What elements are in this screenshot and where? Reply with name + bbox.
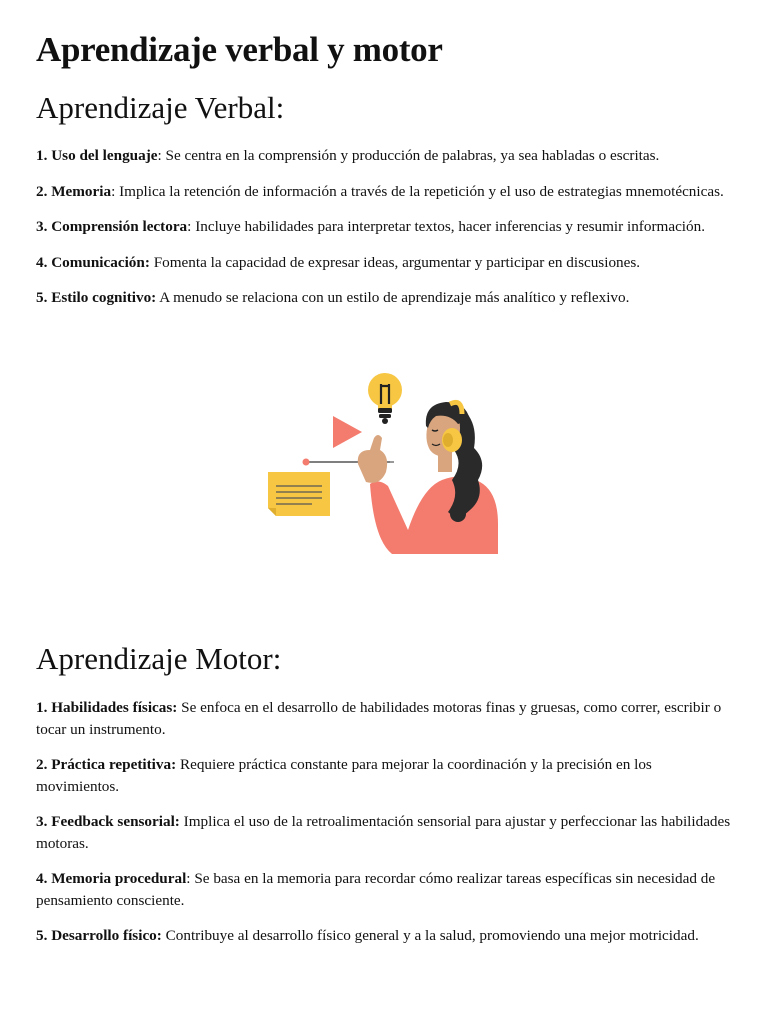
list-item xyxy=(36,697,736,740)
item-label: 4. Memoria procedural xyxy=(36,870,187,887)
list-item xyxy=(36,145,736,167)
item-text: Fomenta la capacidad de expresar ideas, argumentar y participar en discusiones. xyxy=(149,253,641,271)
item-text: Incluye habilidades para interpretar textos, hacer inferencias y resumir información. xyxy=(191,218,706,235)
item-text: Se basa en la memoria para recordar cómo realizar tareas específicas sin necesidad de pensamiento consciente. xyxy=(36,870,716,909)
list-item xyxy=(36,252,736,274)
section-heading-motor: Aprendizaje Motor: xyxy=(36,641,282,676)
item-label: 3. Comprensión lectora xyxy=(36,218,188,235)
learning-illustration xyxy=(262,364,502,554)
list-item xyxy=(36,868,736,911)
page-title: Aprendizaje verbal y motor xyxy=(36,30,443,69)
item-label: 2. Memoria xyxy=(36,182,112,200)
item-sep: : xyxy=(111,182,116,200)
item-label: 1. Habilidades físicas: xyxy=(36,699,178,716)
list-item xyxy=(36,925,736,947)
section-heading-verbal: Aprendizaje Verbal: xyxy=(36,90,285,125)
note-card-icon xyxy=(268,472,330,516)
item-label: 2. Práctica repetitiva: xyxy=(36,756,177,773)
list-item xyxy=(36,216,736,238)
motor-list xyxy=(36,697,736,961)
person-figure xyxy=(358,402,498,554)
item-text: Se centra en la comprensión y producción de palabras, ya sea habladas o escritas. xyxy=(161,147,660,164)
item-label: 1. Uso del lenguaje xyxy=(36,147,158,164)
verbal-list xyxy=(36,145,736,323)
item-sep: : xyxy=(186,870,191,887)
item-text: A menudo se relaciona con un estilo de aprendizaje más analítico y reflexivo. xyxy=(156,289,630,306)
list-item xyxy=(36,181,736,203)
item-label: 3. Feedback sensorial: xyxy=(36,813,180,830)
item-text: Contribuye al desarrollo físico general y a la salud, promoviendo una mejor motricidad. xyxy=(161,927,699,944)
list-item xyxy=(36,287,736,309)
lightbulb-icon xyxy=(368,373,402,424)
play-icon xyxy=(333,416,362,448)
item-text: Requiere práctica constante para mejorar la coordinación y la precisión en los movimientos. xyxy=(36,756,652,795)
item-label: 5. Desarrollo físico: xyxy=(36,927,162,944)
list-item xyxy=(36,754,736,797)
item-text: Implica la retención de información a través de la repetición y el uso de estrategias mnemotécnicas. xyxy=(115,182,724,200)
list-item xyxy=(36,811,736,854)
item-label: 5. Estilo cognitivo: xyxy=(36,289,157,306)
item-label: 4. Comunicación: xyxy=(36,253,150,271)
item-sep: : xyxy=(187,218,192,235)
item-sep: : xyxy=(157,147,162,164)
item-text: Implica el uso de la retroalimentación sensorial para ajustar y perfeccionar las habilidades motoras. xyxy=(36,813,731,852)
item-text: Se enfoca en el desarrollo de habilidades motoras finas y gruesas, como correr, escribir o tocar un instrumento. xyxy=(36,699,722,738)
